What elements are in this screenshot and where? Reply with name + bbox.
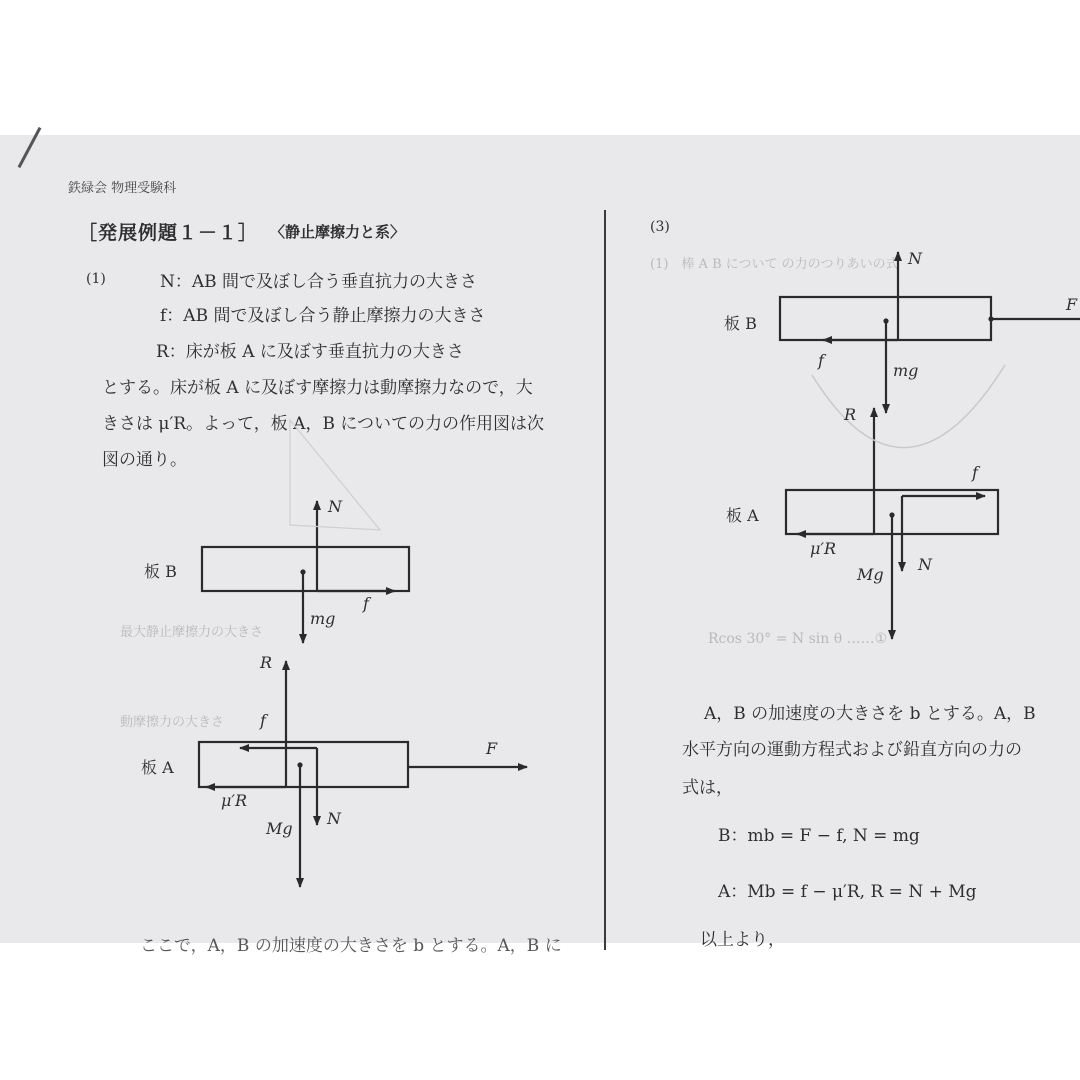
label-big-f: F [486, 739, 498, 758]
label-mu-r: μ′R [221, 791, 248, 810]
board-b-label: 板 B [144, 562, 177, 581]
center-dot [883, 318, 888, 323]
header-text: 鉄緑会 物理受験科 [68, 181, 177, 196]
paragraph-line: 式は， [682, 778, 733, 798]
label-r: R [844, 405, 857, 424]
label-big-f: F [1066, 295, 1078, 314]
definition-r: R：床が板 A に及ぼす垂直抗力の大きさ [156, 342, 464, 362]
center-dot [300, 569, 305, 574]
ghost-text: 最大静止摩擦力の大きさ [120, 625, 264, 640]
label-mu-r: μ′R [810, 539, 837, 558]
paragraph-line: 水平方向の運動方程式および鉛直方向の力の [682, 740, 1022, 760]
definition-f: f：AB 間で及ぼし合う静止摩擦力の大きさ [160, 306, 486, 326]
definition-n: N：AB 間で及ぼし合う垂直抗力の大きさ [160, 272, 478, 292]
center-dot [889, 512, 894, 517]
center-dot [297, 762, 302, 767]
center-dot [988, 316, 993, 321]
equation-b: B：mb = F − f, N = mg [718, 826, 920, 846]
label-f: f [972, 463, 978, 482]
paragraph-line: A，B の加速度の大きさを b とする。A，B [704, 704, 1036, 724]
label-mg: mg [310, 609, 336, 628]
board-a-label: 板 A [141, 758, 174, 777]
ghost-text: 動摩擦力の大きさ [120, 715, 225, 730]
board-b-label: 板 B [724, 314, 757, 333]
label-f: f [260, 711, 266, 730]
label-f: f [363, 594, 369, 613]
label-r: R [260, 653, 273, 672]
ghost-text: Rcos 30° = N sin θ ……① [708, 631, 888, 647]
problem-topic: 〈静止摩擦力と系〉 [270, 223, 406, 241]
label-n: N [918, 555, 932, 574]
label-f: f [818, 351, 824, 370]
cut-off-line: ここで，A，B の加速度の大きさを b とする。A，B に [140, 936, 562, 956]
label-mg: mg [893, 361, 919, 380]
ghost-text: (1) 棒 A B について の力のつりあいの式 [650, 257, 899, 272]
label-n: N [328, 497, 342, 516]
board-a-label: 板 A [726, 506, 759, 525]
label-mg: Mg [266, 819, 293, 838]
paragraph-line: きさは μ′R。よって，板 A，B についての力の作用図は次 [102, 414, 545, 434]
paragraph-line: とする。床が板 A に及ぼす摩擦力は動摩擦力なので，大 [102, 378, 533, 398]
part3-number: (3) [650, 219, 670, 235]
label-n: N [327, 809, 341, 828]
label-mg: Mg [857, 565, 884, 584]
label-n: N [908, 249, 922, 268]
document-photo [0, 135, 1080, 956]
conclusion-text: 以上より， [700, 930, 785, 950]
paragraph-line: 図の通り。 [102, 450, 187, 470]
equation-a: A：Mb = f − μ′R, R = N + Mg [718, 882, 977, 902]
board-b-rect [202, 547, 409, 591]
problem-title: ［発展例題１－１］ [78, 222, 259, 244]
part1-number: (1) [86, 271, 106, 287]
